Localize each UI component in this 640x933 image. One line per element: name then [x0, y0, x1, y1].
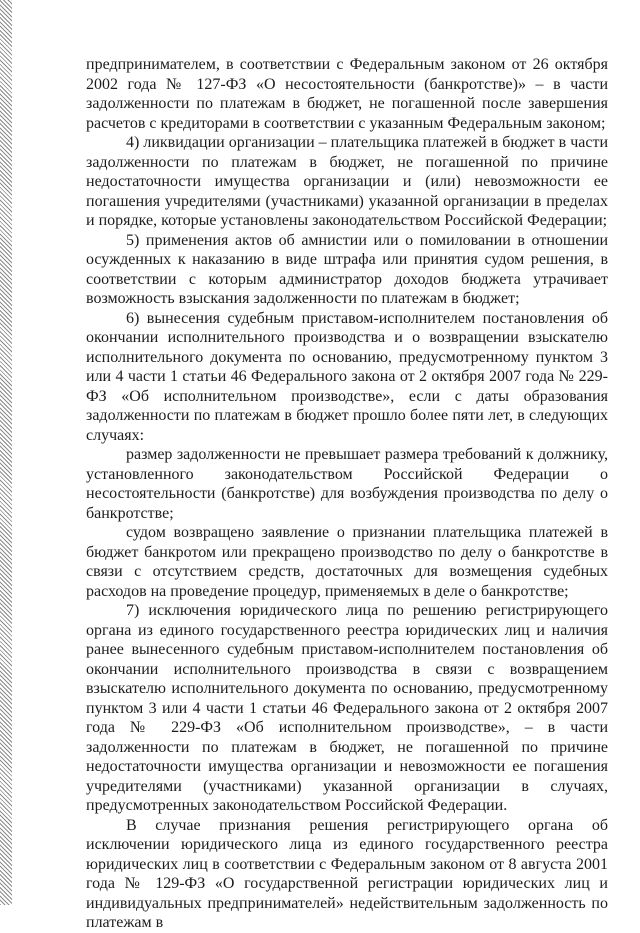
- scan-edge-pattern: [0, 0, 12, 905]
- paragraph-item-5: 5) применения актов об амнистии или о помиловании в отношении осужденных к наказанию в виде штрафа или принятия судом решения, в соответствии с которым администратор доходов бюджета утрачивает возможность взыскания задолженности по платежам в бюджет;: [86, 231, 608, 307]
- paragraph-final: В случае признания решения регистрирующего органа об исключении юридического лица из единого государственного реестра юридических лиц в соответствии с Федеральным законом от 8 августа 2001 года № 129-ФЗ «О государственной регистрации юридических лиц и индивидуальных предпринимателей» недействительным задолженность по платежам в: [86, 816, 608, 931]
- paragraph-case-1: размер задолженности не превышает размера требований к должнику, установленного законодательством Российской Федерации о несостоятельности (банкротстве) для возбуждения производства по делу о банкротстве;: [86, 446, 608, 522]
- paragraph-case-2: судом возвращено заявление о признании плательщика платежей в бюджет банкротом или прекращено производство по делу о банкротстве в связи с отсутствием средств, достаточных для возмещения судебных расходов на проведение процедур, применяемых в деле о банкротстве;: [86, 524, 608, 600]
- paragraph-item-6: 6) вынесения судебным приставом-исполнителем постановления об окончании исполнительного производства и о возвращении взыскателю исполнительного документа по основанию, предусмотренному пунктом 3 или 4 части 1 статьи 46 Федерального закона от 2 октября 2007 года № 229-ФЗ «Об исполнительном производстве», если с даты образования задолженности по платежам в бюджет прошло более пяти лет, в следующих случаях:: [86, 309, 608, 444]
- paragraph-continuation: предпринимателем, в соответствии с Федеральным законом от 26 октября 2002 года № 127-ФЗ «О несостоятельности (банкротстве)» – в части задолженности по платежам в бюджет, не погашенной после завершения расчетов с кредиторами в соответствии с указанным Федеральным законом;: [86, 56, 608, 132]
- document-page: [86, 55, 608, 933]
- paragraph-item-7: 7) исключения юридического лица по решению регистрирующего органа из единого государственного реестра юридических лиц и наличия ранее вынесенного судебным приставом-исполнителем постановления об окончании исполнительного производства в связи с возвращением взыскателю исполнительного документа по основанию, предусмотренному пунктом 3 или 4 части 1 статьи 46 Федерального закона от 2 октября 2007 года № 229-ФЗ «Об исполнительном производстве», – в части задолженности по платежам в бюджет, не погашенной по причине недостаточности имущества организации и невозможности ее погашения учредителями (участниками) указанной организации в случаях, предусмотренных законодательством Российской Федерации.: [86, 602, 608, 814]
- paragraph-item-4: 4) ликвидации организации – плательщика платежей в бюджет в части задолженности по платежам в бюджет, не погашенной по причине недостаточности имущества организации и (или) невозможности ее погашения учредителями (участниками) указанной организации в пределах и порядке, которые установлены законодательством Российской Федерации;: [86, 134, 608, 229]
